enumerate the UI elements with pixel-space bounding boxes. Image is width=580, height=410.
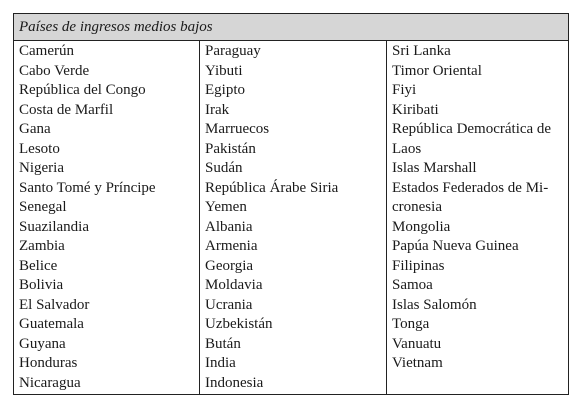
country-item: Yemen bbox=[205, 199, 247, 215]
country-item: Islas Marshall bbox=[392, 160, 477, 176]
country-item: Sudán bbox=[205, 160, 243, 176]
country-item: Suazilandia bbox=[19, 218, 89, 235]
country-item: Bolivia bbox=[19, 277, 64, 293]
country-item: Vanuatu bbox=[392, 335, 442, 352]
country-item: Kiribati bbox=[392, 101, 439, 118]
country-item: Guyana bbox=[19, 335, 66, 352]
country-item: Pakistán bbox=[205, 140, 256, 157]
country-item: Islas Salomón bbox=[392, 296, 477, 313]
country-item: Gana bbox=[19, 121, 51, 137]
country-item: Filipinas bbox=[392, 257, 445, 274]
country-item: Samoa bbox=[392, 277, 433, 293]
country-item: República del Congo bbox=[19, 82, 146, 98]
country-item: República Democrática de bbox=[392, 121, 552, 137]
country-item: cronesia bbox=[392, 199, 442, 215]
country-item: Santo Tomé y Príncipe bbox=[19, 179, 156, 196]
table-columns bbox=[14, 41, 568, 394]
country-item: Bután bbox=[205, 335, 241, 352]
country-item: Estados Federados de Mi- bbox=[392, 179, 549, 196]
country-item: Armenia bbox=[205, 238, 258, 254]
country-item: Papúa Nueva Guinea bbox=[392, 238, 519, 254]
country-item: Georgia bbox=[205, 257, 254, 274]
country-item: Uzbekistán bbox=[205, 316, 273, 332]
country-item: Lesoto bbox=[19, 140, 60, 157]
table-header bbox=[14, 14, 568, 41]
country-item: Vietnam bbox=[392, 355, 443, 371]
country-item: Camerún bbox=[19, 43, 74, 59]
country-item: Nigeria bbox=[19, 160, 64, 176]
country-item: Yibuti bbox=[205, 62, 243, 79]
country-item: Costa de Marfil bbox=[19, 101, 114, 118]
country-item: Zambia bbox=[19, 238, 65, 254]
country-item: Timor Oriental bbox=[392, 62, 482, 79]
country-item: Sri Lanka bbox=[392, 43, 451, 59]
country-item: Senegal bbox=[19, 199, 67, 215]
country-item: Irak bbox=[205, 101, 230, 118]
country-item: India bbox=[205, 355, 236, 371]
country-item: Albania bbox=[205, 218, 253, 235]
country-item: Nicaragua bbox=[19, 374, 81, 391]
country-item: El Salvador bbox=[19, 296, 90, 313]
country-item: Mongolia bbox=[392, 218, 451, 235]
country-item: Belice bbox=[19, 257, 58, 274]
country-item: Moldavia bbox=[205, 277, 263, 293]
country-item: Guatemala bbox=[19, 316, 84, 332]
country-item: Laos bbox=[392, 140, 422, 157]
country-item: Honduras bbox=[19, 355, 78, 371]
country-item: Indonesia bbox=[205, 374, 264, 391]
country-item: Egipto bbox=[205, 82, 245, 98]
column-2 bbox=[200, 41, 387, 394]
countries-table bbox=[13, 13, 569, 395]
country-item: República Árabe Siria bbox=[205, 179, 339, 196]
country-item: Paraguay bbox=[205, 43, 261, 59]
column-3 bbox=[387, 41, 568, 394]
country-item: Marruecos bbox=[205, 121, 270, 137]
country-item: Fiyi bbox=[392, 82, 417, 98]
country-item: Tonga bbox=[392, 316, 430, 332]
country-item: Ucrania bbox=[205, 296, 253, 313]
table-header-title: Países de ingresos medios bajos bbox=[19, 18, 213, 35]
country-item: Cabo Verde bbox=[19, 62, 90, 79]
column-1 bbox=[14, 41, 200, 394]
